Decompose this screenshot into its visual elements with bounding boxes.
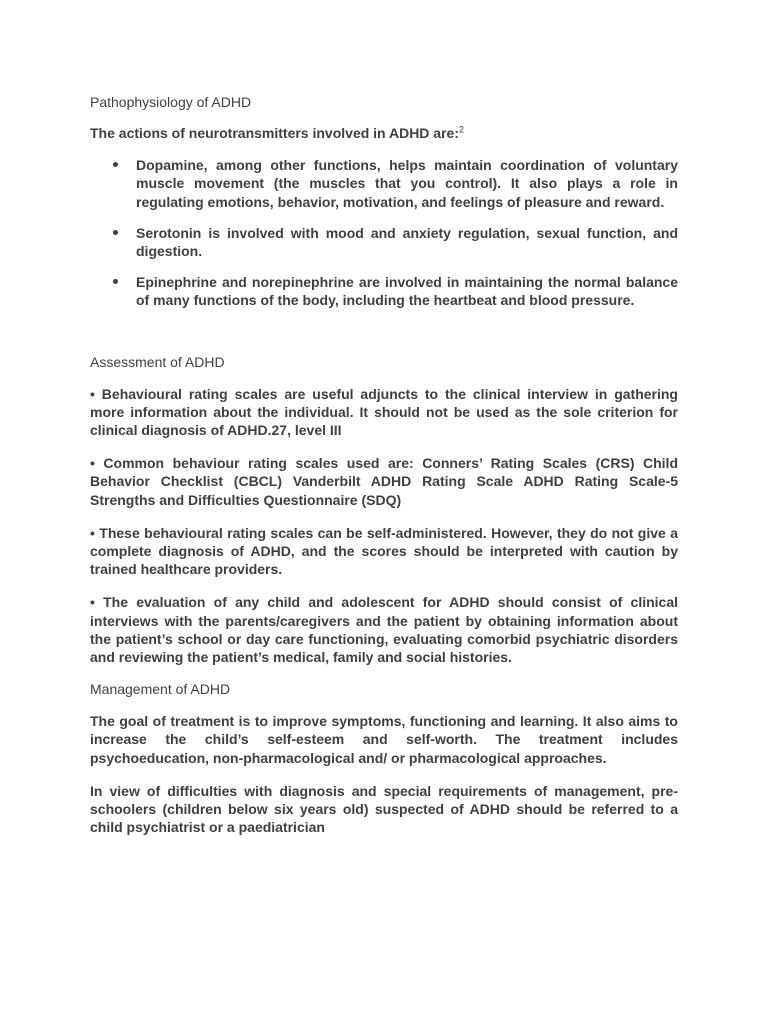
bullet-dot-icon — [113, 162, 118, 167]
list-item-text: Serotonin is involved with mood and anxiety regulation, sexual function, and digestion. — [136, 224, 678, 260]
document-page — [90, 94, 678, 836]
list-item — [90, 273, 678, 309]
pathophysiology-intro — [90, 124, 678, 142]
bullet-dot-icon — [113, 230, 118, 235]
assessment-paragraph: • The evaluation of any child and adolescent for ADHD should consist of clinical interviews with the parents/caregivers and the patient by obtaining information about the patient’s school or day care functioning, evaluating comorbid psychiatric disorders and reviewing the patient’s medical, family and social histories. — [90, 594, 678, 666]
pathophysiology-intro-text: The actions of neurotransmitters involved in ADHD are: — [90, 125, 459, 141]
management-paragraph: The goal of treatment is to improve symptoms, functioning and learning. It also aims to increase the child’s self-esteem and self-worth. The treatment includes psychoeducation, non-pharmacological and/ or pharmacological approaches. — [90, 713, 678, 766]
bullet-dot-icon — [113, 279, 118, 284]
list-item-text: Epinephrine and norepinephrine are involved in maintaining the normal balance of many functions of the body, including the heartbeat and blood pressure. — [136, 274, 678, 309]
section-title-assessment: Assessment of ADHD — [90, 353, 225, 370]
management-paragraph: In view of difficulties with diagnosis and special requirements of management, pre-schoolers (children below six years old) suspected of ADHD should be referred to a child psychiatrist or a paediatrician — [90, 782, 678, 836]
assessment-paragraph: • Common behaviour rating scales used are: Conners’ Rating Scales (CRS) Child Behavior Checklist (CBCL) Vanderbilt ADHD Rating Scale ADHD Rating Scale-5 Strengths and Difficulties Questionnaire (SDQ) — [90, 455, 678, 508]
list-item-text: Dopamine, among other functions, helps maintain coordination of voluntary muscle movement (the muscles that you control). It also plays a role in regulating emotions, behavior, motivation, and feelings of pleasure and reward. — [136, 157, 678, 210]
neurotransmitter-list — [90, 156, 678, 309]
assessment-paragraph: • Behavioural rating scales are useful adjuncts to the clinical interview in gathering more information about the individual. It should not be used as the sole criterion for clinical diagnosis of ADHD.27, level III — [90, 385, 678, 439]
list-item — [90, 156, 678, 211]
section-title-pathophysiology: Pathophysiology of ADHD — [90, 94, 252, 110]
section-title-management: Management of ADHD — [90, 681, 231, 698]
footnote-ref: 2 — [459, 124, 465, 135]
assessment-paragraph: • These behavioural rating scales can be self-administered. However, they do not give a complete diagnosis of ADHD, and the scores should be interpreted with caution by trained healthcare providers. — [90, 524, 678, 578]
list-item — [90, 224, 678, 260]
